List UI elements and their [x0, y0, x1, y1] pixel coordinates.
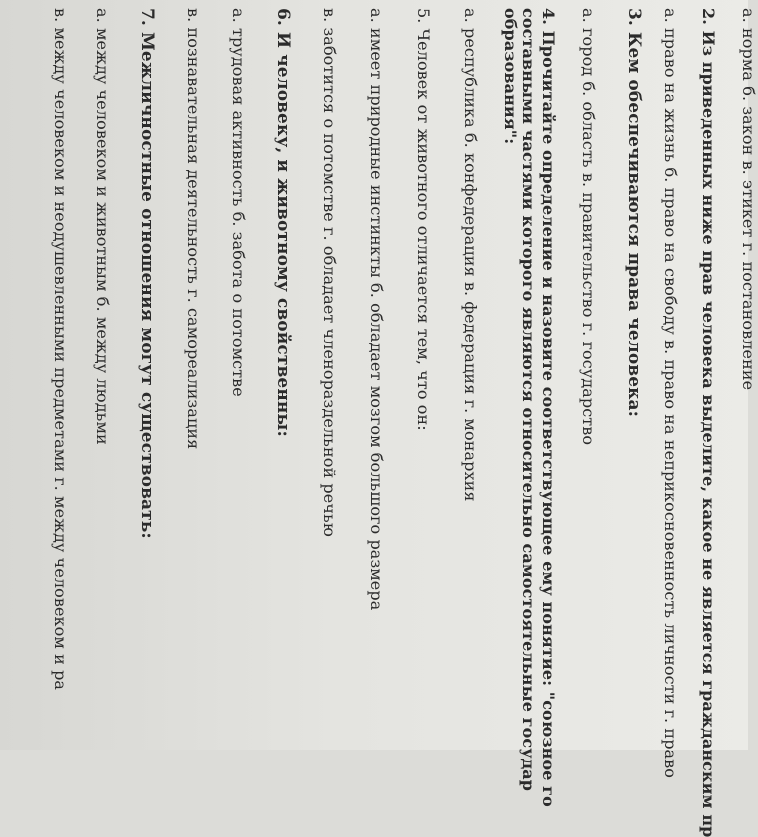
q7-options-line1: а. между человеком и животным б. между людьми	[93, 8, 112, 445]
q4-title-line1: 4. Прочитайте определение и назовите соответствующее ему понятие: "союзное го	[539, 8, 558, 807]
q3-title: 3. Кем обеспечиваются права человека:	[624, 8, 644, 417]
q4-title-line3: образования":	[501, 8, 520, 145]
q4-title-line2: составными частями которого являются относительно самостоятельные государ	[519, 8, 538, 792]
q6-options-line1: а. трудовая активность б. забота о потомстве	[229, 8, 248, 397]
q2-title: 2. Из приведенных ниже прав человека выделите, какое не является гражданским пр	[699, 8, 718, 837]
q4-options: а. республика б. конфедерация в. федерация г. монархия	[461, 8, 480, 502]
q5-title: 5. Человек от животного отличается тем, что он:	[414, 8, 433, 431]
q6-title: 6. И человеку, и животному свойственны:	[273, 8, 293, 437]
q1-options: а. норма б. закон в. этикет г. постановление	[739, 8, 758, 391]
q7-options-line2: в. между человеком и неодушевленными предметами г. между человеком и ра	[51, 8, 70, 691]
q7-title: 7. Межличностные отношения могут существовать:	[137, 8, 157, 539]
q5-options-line2: в. заботится о потомстве г. обладает членораздельной речью	[320, 8, 339, 537]
q5-options-line1: а. имеет природные инстинкты б. обладает мозгом большого размера	[367, 8, 386, 611]
q6-options-line2: в. познавательная деятельность г. самореализация	[184, 8, 203, 450]
q3-options: а. город б. область в. правительство г. государство	[579, 8, 598, 446]
q2-options: а. право на жизнь б. право на свободу в. право на неприкосновенность личности г. право	[661, 8, 680, 779]
